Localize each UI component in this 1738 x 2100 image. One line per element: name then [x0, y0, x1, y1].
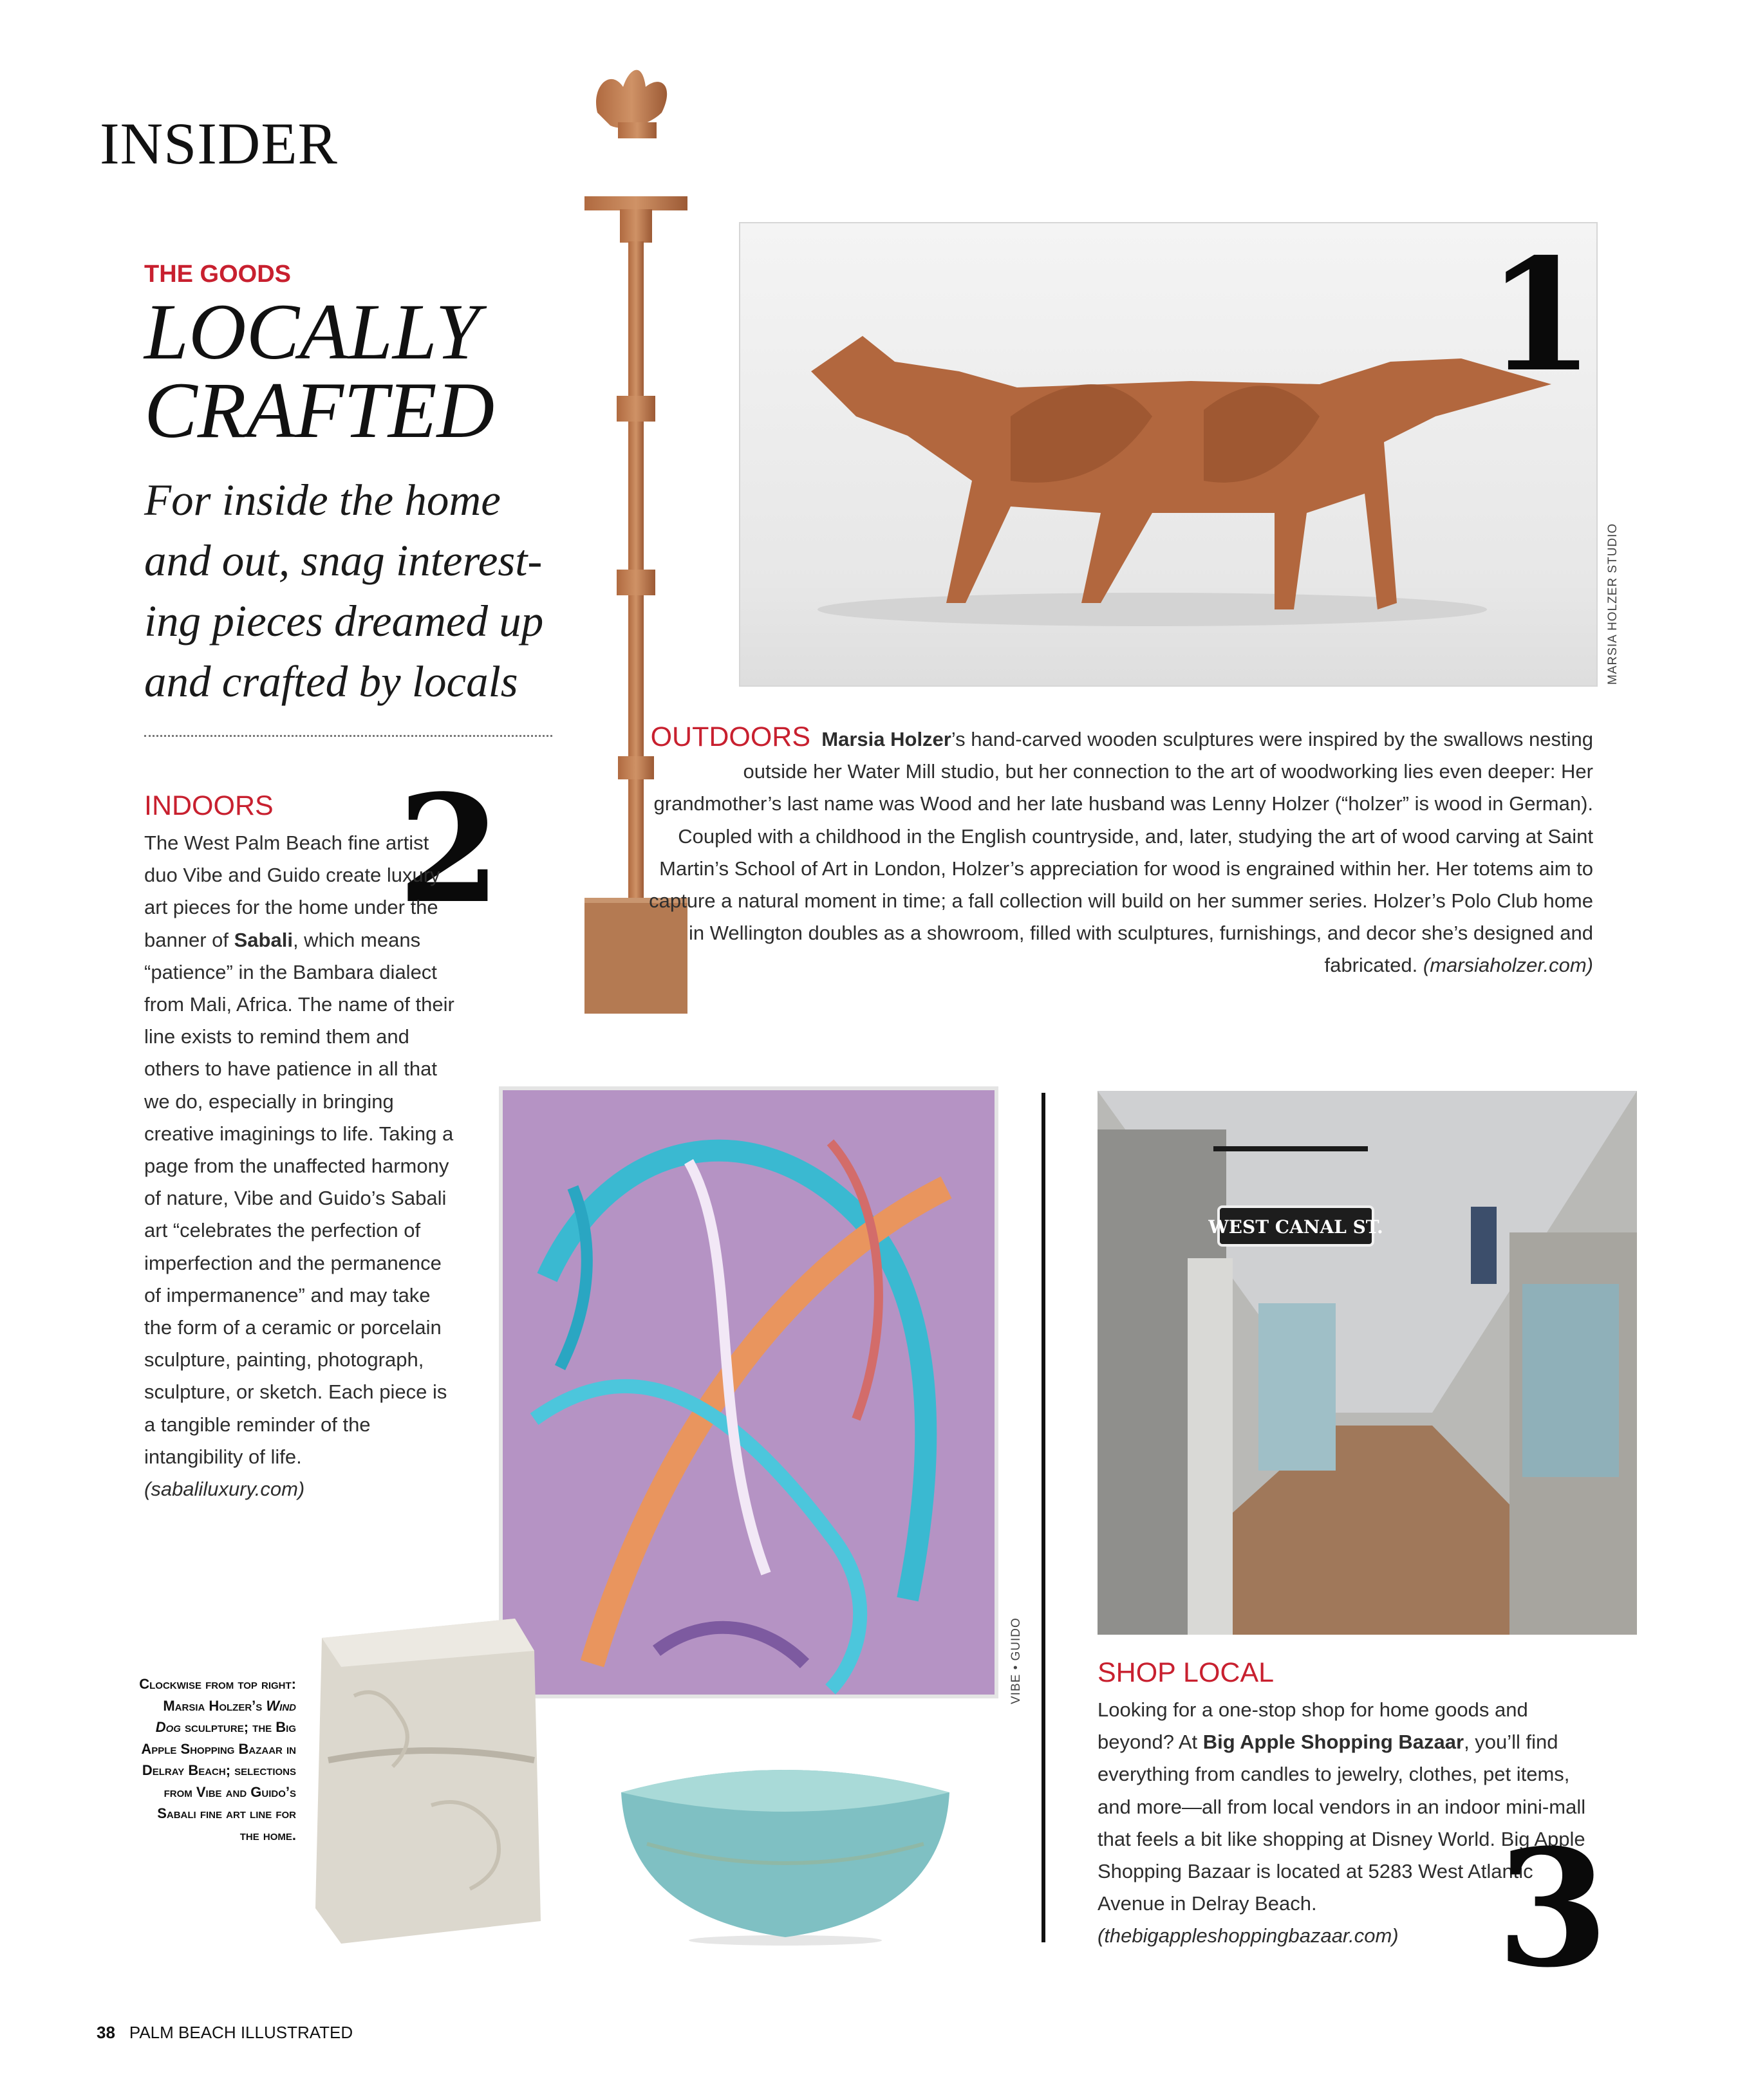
shop-local-body: Looking for a one-stop shop for home goods and beyond? At: [1098, 1698, 1528, 1754]
caption-text: Clockwise from top right: Marsia Holzer’s: [139, 1676, 296, 1714]
shop-local-body: , you’ll find everything from candles to jewelry, clothes, pet items, and more—all from local vendors in an indoor mini-mall that feels a bit like shopping at Disney World. Big Apple Shopping Bazaar is located at 5283 West Atlantic Avenue in Delray Beach.: [1098, 1731, 1586, 1915]
indoors-body: The West Palm Beach fine artist duo Vibe and Guido create luxury art pieces for the home under the banner of: [144, 832, 440, 951]
shopping-bazaar-interior-image: [1098, 1091, 1637, 1635]
wind-dog-sculpture-image: [740, 223, 1596, 685]
outdoors-body: ’s hand-carved wooden sculptures were inspired by the swallows nesting outside her Water Mill studio, but her connection to the art of woodworking lies even deeper: Her grandmother’s last name was Wood and her late husband was Lenny Holzer (“holzer” is wood in German). Coupled with a childhood in the English countryside, and, later, studying the art of wood carving at Saint Martin’s School of Art in London, Holzer’s appreciation for wood is engrained within her. Her totems aim to capture a natural moment in time; a fall collection will build on her summer series. Holzer’s Polo Club home in Wellington doubles as a showroom, filled with sculptures, furnishings, and decor she’s designed and fabricated.: [649, 728, 1593, 977]
outdoors-paragraph: [644, 721, 1593, 982]
ceramic-bowl-photo: [608, 1754, 962, 1947]
item-number-3: 3: [1497, 1814, 1609, 2003]
ceramic-bowl-image: [608, 1754, 962, 1947]
kicker: THE GOODS: [144, 261, 292, 288]
shop-local-source: (thebigappleshoppingbazaar.com): [1098, 1924, 1399, 1947]
indoors-source: (sabaliluxury.com): [144, 1478, 305, 1501]
outdoors-heading: OUTDOORS: [650, 721, 811, 752]
bazaar-photo: [1098, 1091, 1637, 1635]
dek-line: ing pieces dreamed up: [144, 597, 544, 646]
wind-dog-photo: [739, 222, 1598, 687]
dek-line: For inside the home: [144, 476, 501, 525]
street-sign: WEST CANAL ST.: [1208, 1216, 1383, 1238]
publication-name: PALM BEACH ILLUSTRATED: [129, 2023, 353, 2042]
outdoors-source: (marsiaholzer.com): [1423, 954, 1593, 977]
shop-local-brand: Big Apple Shopping Bazaar: [1202, 1731, 1464, 1754]
headline: [144, 288, 495, 454]
section-label: INSIDER: [100, 111, 338, 176]
ceramic-vessel-image: [303, 1612, 560, 1947]
headline-line: CRAFTED: [144, 366, 495, 454]
item-number-2: 2: [398, 763, 501, 936]
abstract-painting-image: [496, 1084, 1004, 1699]
indoors-paragraph: [144, 827, 460, 1505]
dek: [144, 470, 556, 712]
sabali-painting-photo: [496, 1084, 1004, 1699]
page-number: 38: [97, 2023, 115, 2042]
dek-line: and out, snag interest-: [144, 536, 543, 585]
shop-local-heading: SHOP LOCAL: [1098, 1657, 1275, 1688]
dotted-divider: [144, 735, 552, 737]
outdoors-artist: Marsia Holzer: [821, 728, 951, 750]
photo-credit: VIBE • GUIDO: [1009, 1617, 1023, 1704]
item-number-1: 1: [1487, 225, 1594, 406]
column-divider: [1042, 1093, 1045, 1942]
photo-caption: [135, 1673, 296, 1846]
indoors-body: , which means “patience” in the Bambara dialect from Mali, Africa. The name of their line exists to remind them and others to have patience in all that we do, especially in bringing creative imaginings to life. Taking a page from the unaffected harmony of nature, Vibe and Guido’s Sabali art “celebrates the perfection of imperfection and the permanence of impermanence” and may take the form of a ceramic or porcelain sculpture, painting, photograph, sculpture, or sketch. Each piece is a tangible reminder of the intangibility of life.: [144, 928, 454, 1468]
ceramic-vessel-photo: [303, 1612, 560, 1947]
photo-credit: MARSIA HOLZER STUDIO: [1606, 523, 1620, 685]
indoors-brand: Sabali: [234, 928, 293, 951]
caption-title: Wind Dog: [155, 1697, 296, 1735]
indoors-heading: INDOORS: [144, 790, 274, 821]
page-footer: [97, 2023, 353, 2043]
headline-line: LOCALLY: [144, 288, 480, 376]
caption-text: sculpture; the Big Apple Shopping Bazaar in Delray Beach; selections from Vibe and Guido’s Sabali fine art line for the home.: [141, 1719, 296, 1843]
dek-line: and crafted by locals: [144, 657, 518, 706]
